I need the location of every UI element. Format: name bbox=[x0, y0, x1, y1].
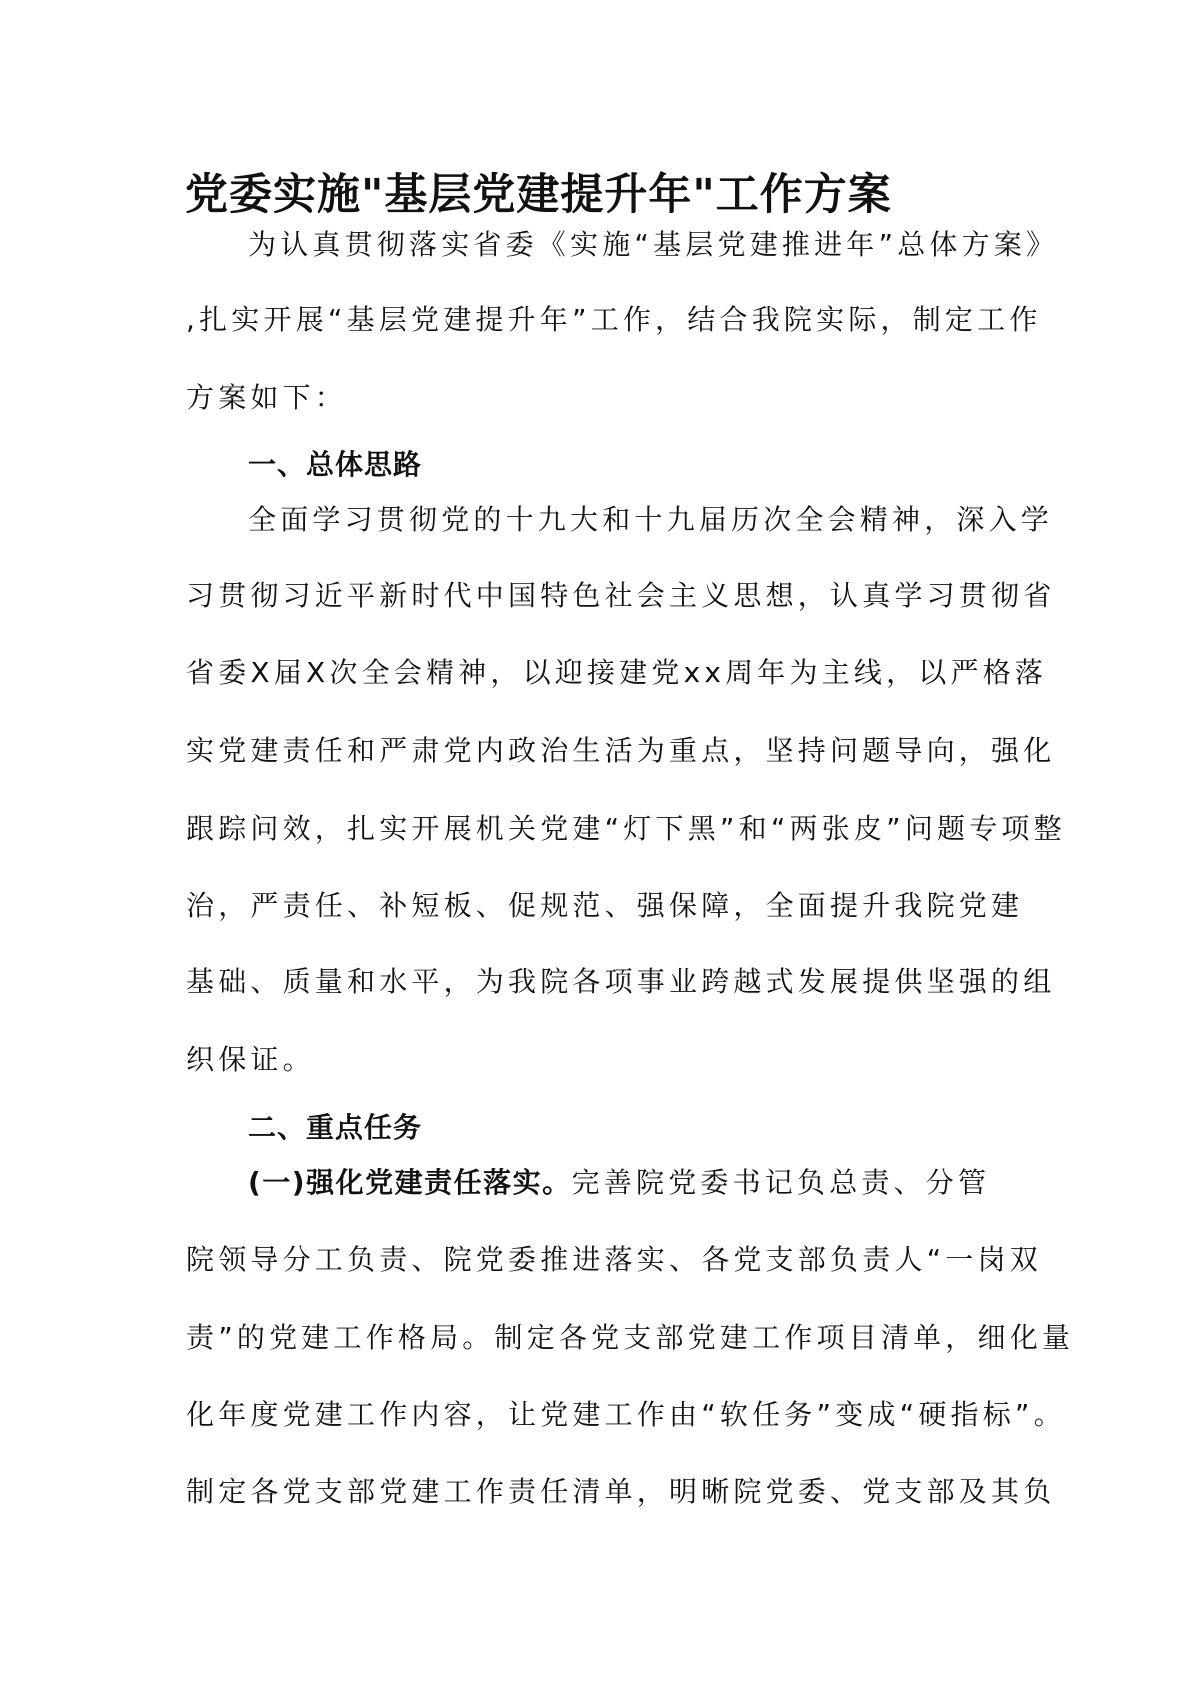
section1-line-6: 治，严责任、补短板、促规范、强保障，全面提升我院党建 bbox=[186, 889, 1024, 922]
section1-line-7: 基础、质量和水平，为我院各项事业跨越式发展提供坚强的组 bbox=[186, 965, 1056, 998]
intro-line-2: ,扎实开展“基层党建提升年”工作，结合我院实际，制定工作 bbox=[186, 303, 1042, 336]
section1-line-8: 织保证。 bbox=[186, 1043, 315, 1076]
item-1-heading: (一)强化党建责任落实。 bbox=[248, 1166, 572, 1199]
section2-line-5: 制定各党支部党建工作责任清单，明晰院党委、党支部及其负 bbox=[186, 1475, 1056, 1508]
item-1-text: 完善院党委书记负总责、分管 bbox=[571, 1166, 991, 1199]
section1-line-5: 跟踪问效，扎实开展机关党建“灯下黑”和“两张皮”问题专项整 bbox=[186, 812, 1066, 845]
section1-line-4: 实党建责任和严肃党内政治生活为重点，坚持问题导向，强化 bbox=[186, 734, 1056, 767]
section-heading-1: 一、总体思路 bbox=[248, 448, 423, 481]
section2-line-3: 责”的党建工作格局。制定各党支部党建工作项目清单，细化量 bbox=[186, 1321, 1075, 1354]
section1-line-2: 习贯彻习近平新时代中国特色社会主义思想，认真学习贯彻省 bbox=[186, 579, 1056, 612]
section1-line-3: 省委X届X次全会精神，以迎接建党xx周年为主线，以严格落 bbox=[186, 656, 1048, 689]
section1-line-1: 全面学习贯彻党的十九大和十九届历次全会精神，深入学 bbox=[248, 503, 1054, 536]
section2-line-2: 院领导分工负责、院党委推进落实、各党支部负责人“一岗双 bbox=[186, 1243, 1042, 1276]
section-heading-2: 二、重点任务 bbox=[248, 1111, 423, 1144]
document-title: 党委实施"基层党建提升年"工作方案 bbox=[185, 170, 892, 220]
section2-line-4: 化年度党建工作内容，让党建工作由“软任务”变成“硬指标”。 bbox=[186, 1398, 1066, 1431]
section2-line-1 bbox=[248, 1163, 1118, 1203]
intro-line-3: 方案如下： bbox=[186, 381, 348, 414]
intro-line-1: 为认真贯彻落实省委《实施“基层党建推进年”总体方案》 bbox=[248, 228, 1059, 261]
